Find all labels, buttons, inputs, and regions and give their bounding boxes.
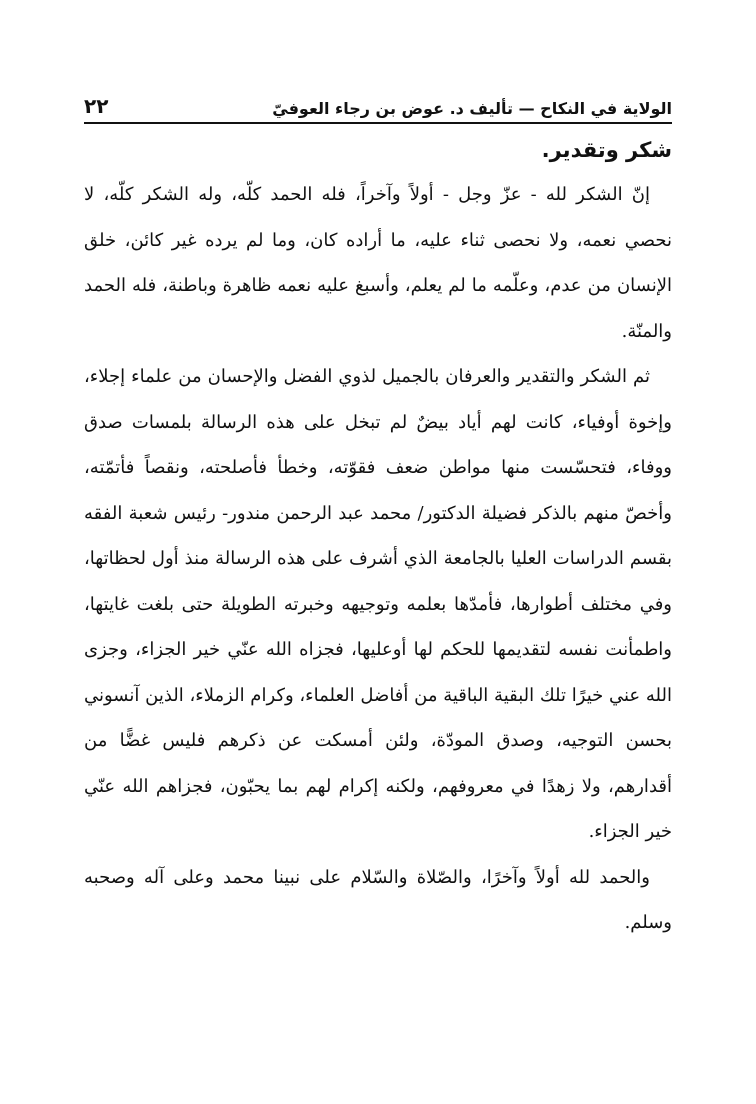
paragraph-3: والحمد لله أولاً وآخرًا، والصّلاة والسّلام على نبينا محمد وعلى آله وصحبه وسلم.	[84, 866, 672, 933]
running-header	[84, 82, 672, 124]
header-title: الولاية في النكاح — تأليف د. عوض بن رجاء العوفيّ	[272, 99, 672, 118]
paragraph-1: إنّ الشكر لله - عزّ وجل - أولاً وآخراً، فله الحمد كلّه، وله الشكر كلّه، لا نحصي نعمه، ولا نحصى ثناء عليه، ما أراده كان، وما لم يرده غير كائن، خلق الإنسان من عدم، وعلّمه ما لم يعلم، وأسبغ عليه نعمه ظاهرة وباطنة، فله الحمد والمنّة.	[84, 184, 672, 342]
paragraph-2: ثم الشكر والتقدير والعرفان بالجميل لذوي الفضل والإحسان من علماء إجلاء، وإخوة أوفياء، كانت لهم أياد بيضٌ لم تبخل على هذه الرسالة بلمسات صدق ووفاء، فتحسّست منها مواطن ضعف فقوّته، وخطأ فأصلحته، ونقصاً فأتمّته، وأخصّ منهم بالذكر فضيلة الدكتور/ محمد عبد الرحمن مندور- رئيس شعبة الفقه بقسم الدراسات العليا بالجامعة الذي أشرف على هذه الرسالة منذ أول لحظاتها، وفي مختلف أطوارها، فأمدّها بعلمه وتوجيهه وخبرته الطويلة حتى بلغت غايتها، واطمأنت نفسه لتقديمها للحكم لها أوعليها، فجزاه الله عنّي خير الجزاء، وجزى الله عني خيرًا تلك البقية الباقية من أفاضل العلماء، وكرام الزملاء، الذين آنسوني بحسن التوجيه، وصدق المودّة، ولئن أمسكت عن ذكرهم فليس غضًّا من أقدارهم، ولا زهدًا في معروفهم، ولكنه إكرام لهم بما يحبّون، فجزاهم الله عنّي خير الجزاء.	[84, 366, 672, 842]
section-heading: شكر وتقدير.	[541, 138, 672, 162]
page-number: ٢٢	[84, 94, 109, 118]
page-body	[84, 128, 672, 946]
